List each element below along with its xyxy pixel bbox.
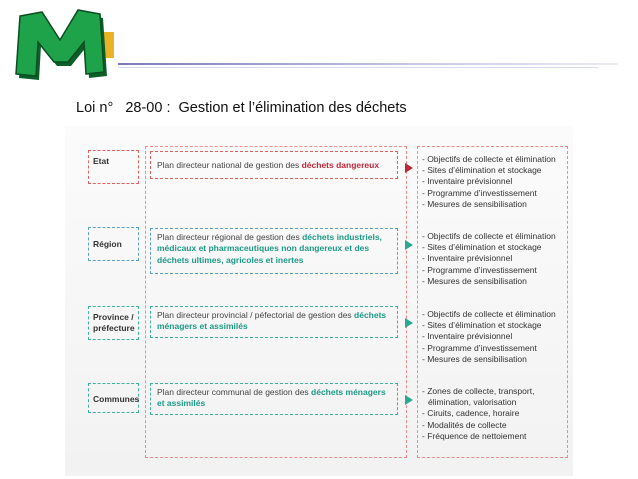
list-item: - Programme d’investissement [422,342,537,353]
list-item: - Programme d’investissement [422,264,537,275]
level-box-communes [88,383,139,413]
level-label: préfecture [93,322,135,333]
list-item: - Objectifs de collecte et élimination [422,231,556,241]
header-rule [118,63,618,65]
list-item: élimination, valorisation [428,397,517,408]
logo-letter-shape [16,10,104,76]
plan-box-provincial [150,306,398,338]
items-list-etat [422,154,556,210]
list-item: - Sites d’élimination et stockage [422,242,542,253]
page-title: Loi n° 28-00 : Gestion et l’élimination des déchets [76,100,407,116]
level-label: Communes [93,394,140,404]
level-box-etat [88,150,139,184]
list-item: - Inventaire prévisionnel [422,253,513,264]
plan-text: Plan directeur provincial / péfectorial de gestion des [157,310,355,320]
list-item: - Inventaire prévisionnel [422,331,513,342]
plan-highlight: déchets dangereux [301,160,380,170]
level-box-region [88,227,139,261]
list-item: - Ciruits, cadence, horaire [422,408,520,419]
plan-highlight: déchets industriels, médicaux et pharmaceutiques non dangereux et des déchets ultimes, agricoles et inertes [157,232,382,265]
list-item: - Programme d’investissement [422,187,537,198]
arrow-icon [405,240,413,250]
list-item: - Modalités de collecte [422,419,507,430]
plan-box-national [150,151,398,179]
list-item: - Mesures de sensibilisation [422,353,527,364]
list-item: - Inventaire prévisionnel [422,176,513,187]
m-logo-icon [2,2,132,82]
list-item: - Fréquence de nettoiement [422,430,527,441]
arrow-icon [405,163,413,173]
level-label: Province / [93,312,134,322]
level-box-province [88,306,139,340]
plan-highlight: déchets ménagers et assimilés [157,387,386,409]
plan-text: Plan directeur régional de gestion des [157,232,303,242]
list-item: - Objectifs de collecte et élimination [422,309,556,319]
items-list-province [422,309,556,365]
items-list-communes [422,386,534,442]
arrow-icon [405,395,413,405]
plan-highlight: déchets ménagers et assimilés [157,310,387,332]
list-item: - Zones de collecte, transport, [422,386,535,396]
list-item: - Mesures de sensibilisation [422,198,527,209]
level-label: Région [93,239,122,249]
plan-text: Plan directeur communal de gestion des [157,387,312,397]
plan-box-communal [150,383,398,415]
level-label: Etat [93,156,110,166]
plan-text: Plan directeur national de gestion des [157,160,302,170]
list-item: - Objectifs de collecte et élimination [422,154,556,164]
arrow-icon [405,318,413,328]
list-item: - Sites d’élimination et stockage [422,165,542,176]
list-item: - Sites d’élimination et stockage [422,320,542,331]
list-item: - Mesures de sensibilisation [422,275,527,286]
plan-box-regional [150,228,398,274]
header-rule-thin [118,67,598,68]
items-list-region [422,231,556,287]
